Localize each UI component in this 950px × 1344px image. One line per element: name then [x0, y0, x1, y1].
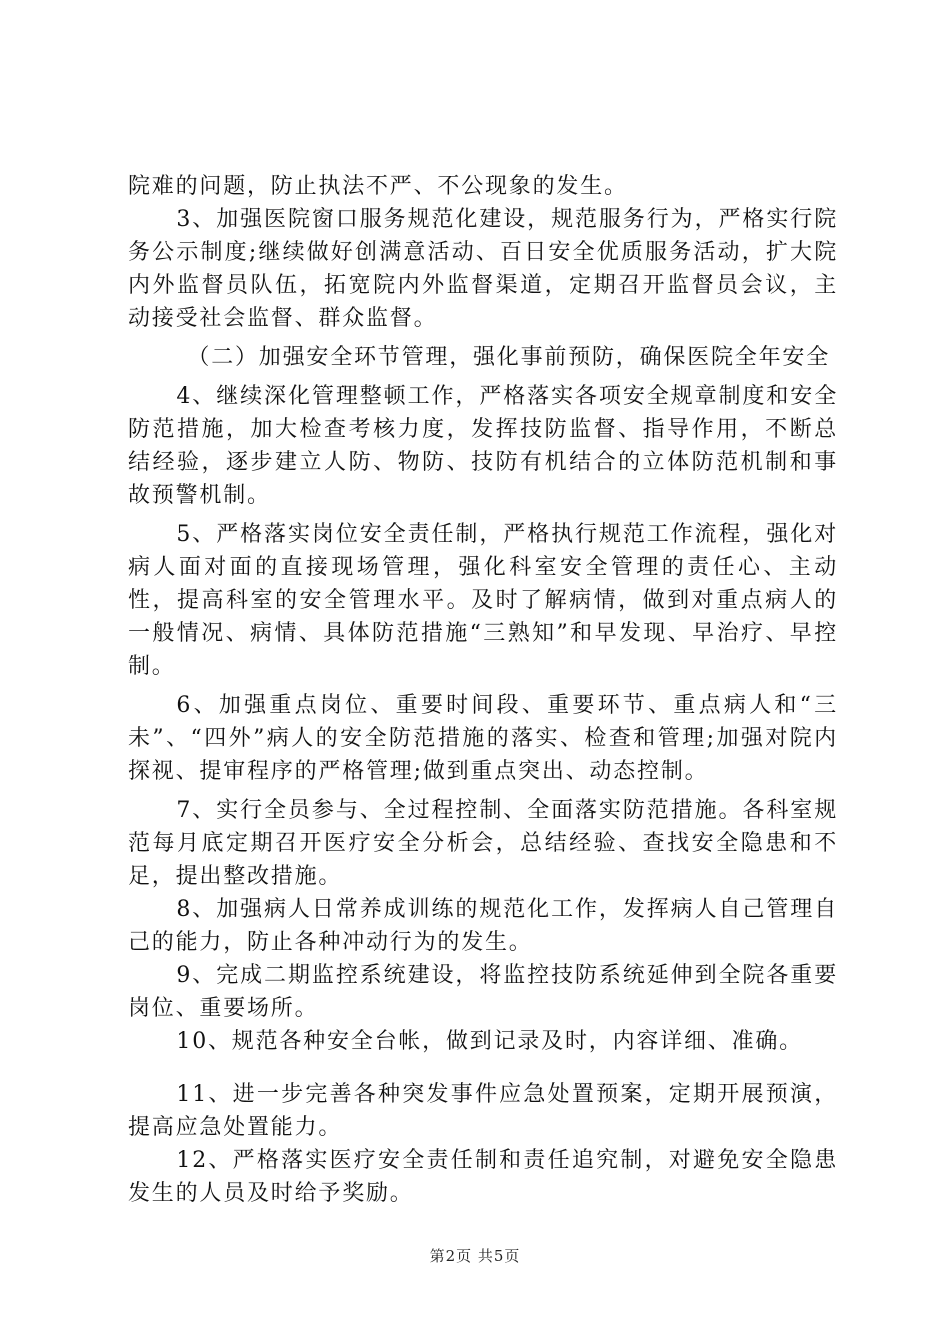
section-heading-2: （二）加强安全环节管理，强化事前预防，确保医院全年安全: [187, 345, 830, 370]
paragraph-continuation: 院难的问题，防止执法不严、不公现象的发生。: [128, 174, 628, 199]
paragraph-item-7: 7、实行全员参与、全过程控制、全面落实防范措施。各科室规范每月底定期召开医疗安全分析会，总结经验、查找安全隐患和不足，提出整改措施。: [128, 798, 838, 889]
paragraph-item-4: 4、继续深化管理整顿工作，严格落实各项安全规章制度和安全防范措施，加大检查考核力度，发挥技防监督、指导作用，不断总结经验，逐步建立人防、物防、技防有机结合的立体防范机制和事故预警机制。: [128, 384, 838, 508]
paragraph-item-11: 11、进一步完善各种突发事件应急处置预案，定期开展预演，提高应急处置能力。: [128, 1082, 838, 1140]
paragraph-item-6: 6、加强重点岗位、重要时间段、重要环节、重点病人和“三未”、“四外”病人的安全防范措施的落实、检查和管理;加强对院内探视、提审程序的严格管理;做到重点突出、动态控制。: [128, 693, 838, 784]
paragraph-item-8: 8、加强病人日常养成训练的规范化工作，发挥病人自己管理自己的能力，防止各种冲动行为的发生。: [128, 897, 838, 955]
paragraph-item-12: 12、严格落实医疗安全责任制和责任追究制，对避免安全隐患发生的人员及时给予奖励。: [128, 1148, 838, 1206]
paragraph-item-5: 5、严格落实岗位安全责任制，严格执行规范工作流程，强化对病人面对面的直接现场管理，强化科室安全管理的责任心、主动性，提高科室的安全管理水平。及时了解病情，做到对重点病人的一般情况、病情、具体防范措施“三熟知”和早发现、早治疗、早控制。: [128, 522, 838, 679]
document-body: [128, 170, 838, 1210]
page-number-footer: 第2页 共5页: [429, 1247, 521, 1265]
paragraph-item-10: 10、规范各种安全台帐，做到记录及时，内容详细、准确。: [176, 1029, 803, 1054]
paragraph-item-9: 9、完成二期监控系统建设，将监控技防系统延伸到全院各重要岗位、重要场所。: [128, 963, 838, 1021]
paragraph-item-3: 3、加强医院窗口服务规范化建设，规范服务行为，严格实行院务公示制度;继续做好创满意活动、百日安全优质服务活动，扩大院内外监督员队伍，拓宽院内外监督渠道，定期召开监督员会议，主动接受社会监督、群众监督。: [128, 207, 838, 331]
